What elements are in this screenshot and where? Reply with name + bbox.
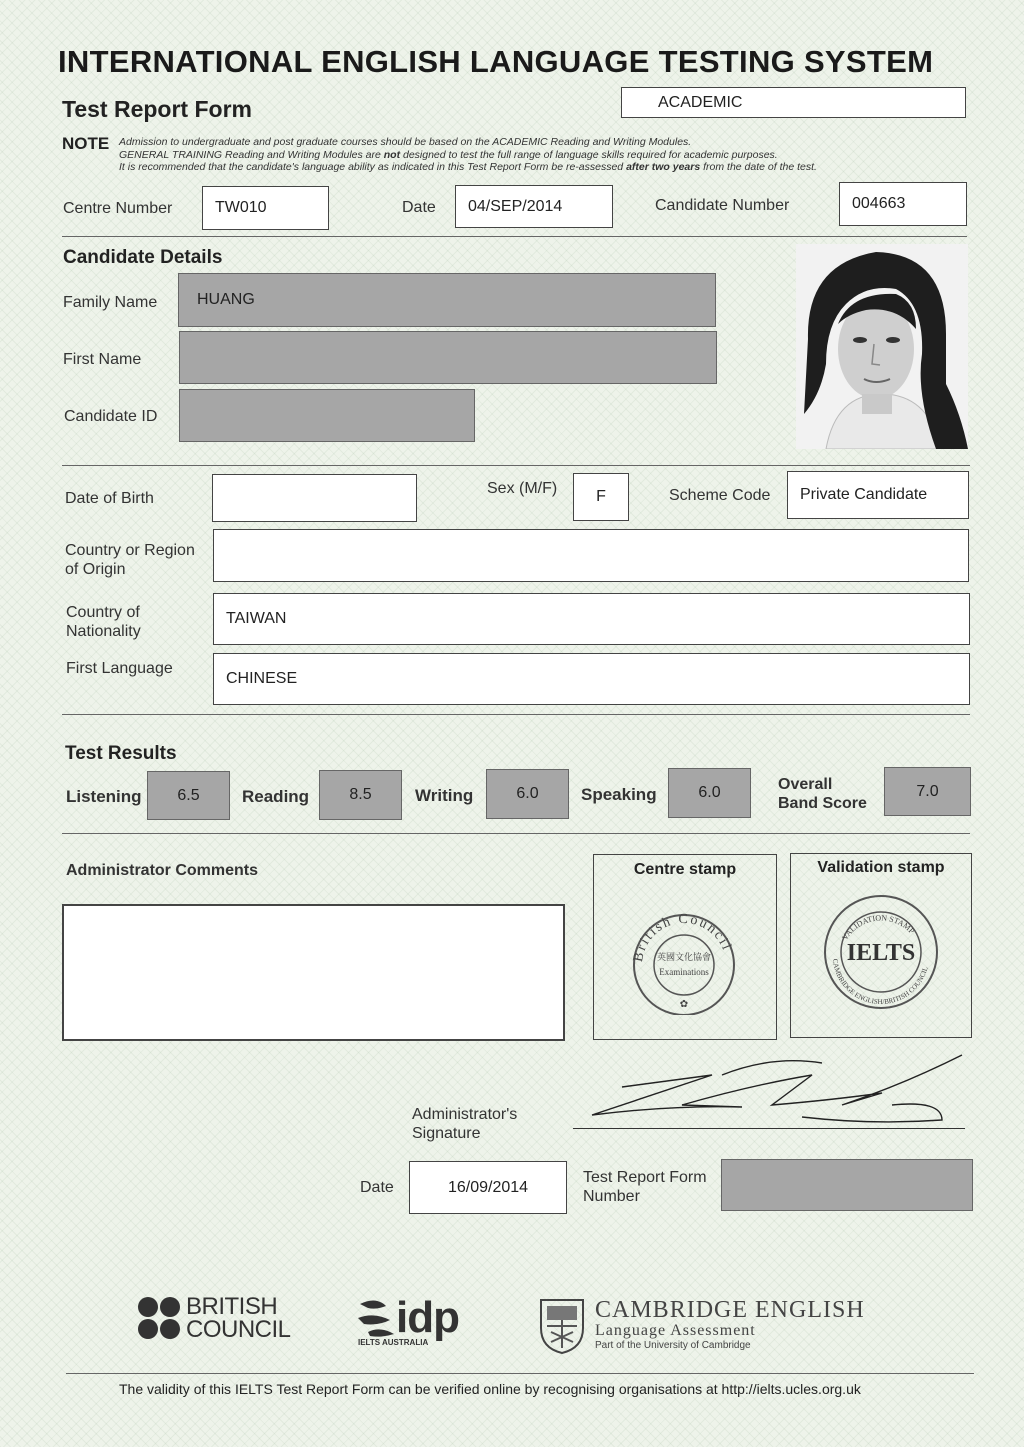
nationality-value: TAIWAN: [226, 610, 287, 627]
candidate-details-heading: Candidate Details: [63, 247, 223, 268]
reading-label: Reading: [242, 787, 310, 806]
candidate-number-value: 004663: [852, 195, 906, 212]
overall-score: 7.0: [884, 767, 971, 816]
divider: [62, 714, 970, 715]
divider: [62, 236, 967, 237]
note-line-2: GENERAL TRAINING Reading and Writing Modules are not designed to test the full range of language skills required for academic purposes.: [119, 148, 778, 161]
admin-comments-box: [62, 904, 565, 1041]
idp-text: idp: [396, 1293, 459, 1342]
writing-score: 6.0: [486, 769, 569, 819]
sex-field: [573, 473, 629, 521]
note-label: NOTE: [62, 134, 110, 153]
signature-drawing: [572, 1045, 972, 1135]
validation-stamp-ielts-text: IELTS: [846, 940, 916, 966]
module-box: [621, 87, 966, 118]
cambridge-subtitle: Language Assessment: [595, 1322, 756, 1339]
cambridge-logo: [539, 1298, 865, 1354]
listening-score: 6.5: [147, 771, 230, 820]
candidate-id-field: [179, 389, 475, 442]
form-subtitle: Test Report Form: [62, 96, 252, 122]
candidate-number-field: [839, 182, 967, 226]
british-council-text-1: BRITISH: [186, 1293, 278, 1320]
validation-stamp-bottom-text: CAMBRIDGE ENGLISH/BRITISH COUNCIL: [831, 958, 930, 1007]
page-title: INTERNATIONAL ENGLISH LANGUAGE TESTING SYSTEM: [58, 44, 934, 79]
scheme-code-label: Scheme Code: [669, 487, 771, 504]
overall-label: Overall Band Score: [778, 776, 867, 812]
centre-stamp-exam-text: Examinations: [659, 967, 709, 977]
sex-label: Sex (M/F): [487, 480, 558, 497]
first-language-field: [213, 653, 970, 705]
speaking-score: 6.0: [668, 768, 751, 818]
divider: [62, 465, 970, 466]
candidate-number-label: Candidate Number: [655, 197, 790, 214]
cambridge-title: CAMBRIDGE ENGLISH: [595, 1297, 865, 1323]
note-line-1: Admission to undergraduate and post graduate courses should be based on the ACADEMIC Reading and Writing Modules.: [119, 136, 692, 148]
test-date-value: 04/SEP/2014: [468, 197, 563, 215]
origin-label: Country or Region of Origin: [65, 542, 195, 578]
test-results-heading: Test Results: [65, 743, 177, 764]
first-language-value: CHINESE: [226, 670, 298, 687]
centre-stamp-ring-text: British Council: [630, 911, 735, 964]
speaking-label: Speaking: [581, 785, 657, 804]
reading-score: 8.5: [319, 770, 402, 820]
centre-stamp-seal: [624, 905, 744, 1015]
scheme-code-field: [787, 471, 969, 519]
writing-label: Writing: [415, 786, 474, 805]
british-council-logo: [137, 1295, 291, 1341]
signature-line: [573, 1128, 965, 1129]
centre-number-field: [202, 186, 329, 230]
issue-date-label: Date: [360, 1179, 394, 1196]
british-council-text-2: COUNCIL: [186, 1316, 291, 1343]
candidate-photo: [796, 244, 968, 449]
svg-text:VALIDATION STAMP: [840, 913, 916, 941]
test-date-field: [455, 185, 613, 228]
trf-number-label: Test Report Form Number: [583, 1169, 707, 1205]
nationality-field: [213, 593, 970, 645]
centre-stamp-box: [593, 854, 777, 1040]
centre-number-value: TW010: [215, 199, 267, 216]
divider: [62, 833, 970, 834]
cambridge-tagline: Part of the University of Cambridge: [595, 1340, 751, 1351]
signature-label: Administrator's Signature: [412, 1106, 518, 1142]
dob-label: Date of Birth: [65, 490, 154, 507]
centre-number-label: Centre Number: [63, 200, 173, 217]
first-language-label: First Language: [66, 660, 173, 677]
centre-stamp-cn-text: 英國文化協會: [656, 952, 712, 962]
centre-stamp-label: Centre stamp: [633, 861, 737, 878]
listening-label: Listening: [66, 787, 142, 806]
footer-text: The validity of this IELTS Test Report Form can be verified online by recognising organisations at http://ielts.ucles.org.uk: [119, 1381, 861, 1397]
admin-comments-label: Administrator Comments: [66, 862, 259, 879]
cambridge-shield-icon: [539, 1298, 585, 1354]
flower-icon: ✿: [679, 999, 689, 1010]
module-value: ACADEMIC: [658, 93, 743, 111]
test-date-label: Date: [402, 199, 436, 216]
candidate-id-label: Candidate ID: [64, 408, 158, 425]
family-name-field: [178, 273, 716, 327]
nationality-label: Country of Nationality: [66, 604, 141, 640]
trf-number-field: [721, 1159, 973, 1211]
origin-field: [213, 529, 969, 582]
family-name-value: HUANG: [197, 291, 255, 308]
idp-logo: [356, 1293, 459, 1347]
idp-subtext: IELTS AUSTRALIA: [358, 1338, 429, 1347]
validation-stamp-box: [790, 853, 972, 1038]
validation-stamp-top-text: VALIDATION STAMP: [840, 913, 917, 942]
idp-leaf-icon: [356, 1296, 396, 1338]
scheme-code-value: Private Candidate: [800, 486, 928, 503]
issue-date-value: 16/09/2014: [447, 1178, 529, 1196]
note-text: [119, 136, 979, 174]
british-council-dots-icon: [137, 1296, 181, 1340]
divider: [66, 1373, 974, 1374]
validation-stamp-seal: [821, 892, 941, 1012]
note-line-3: It is recommended that the candidate's language ability as indicated in this Test Report Form be re-assessed after two years from the date of the test.: [119, 161, 817, 173]
candidate-photo-image: [796, 244, 968, 449]
first-name-label: First Name: [63, 351, 142, 368]
family-name-label: Family Name: [63, 294, 158, 311]
dob-field: [212, 474, 417, 522]
sex-value: F: [596, 488, 606, 505]
first-name-field: [179, 331, 717, 384]
validation-stamp-label: Validation stamp: [817, 859, 945, 876]
issue-date-field: [409, 1161, 567, 1214]
